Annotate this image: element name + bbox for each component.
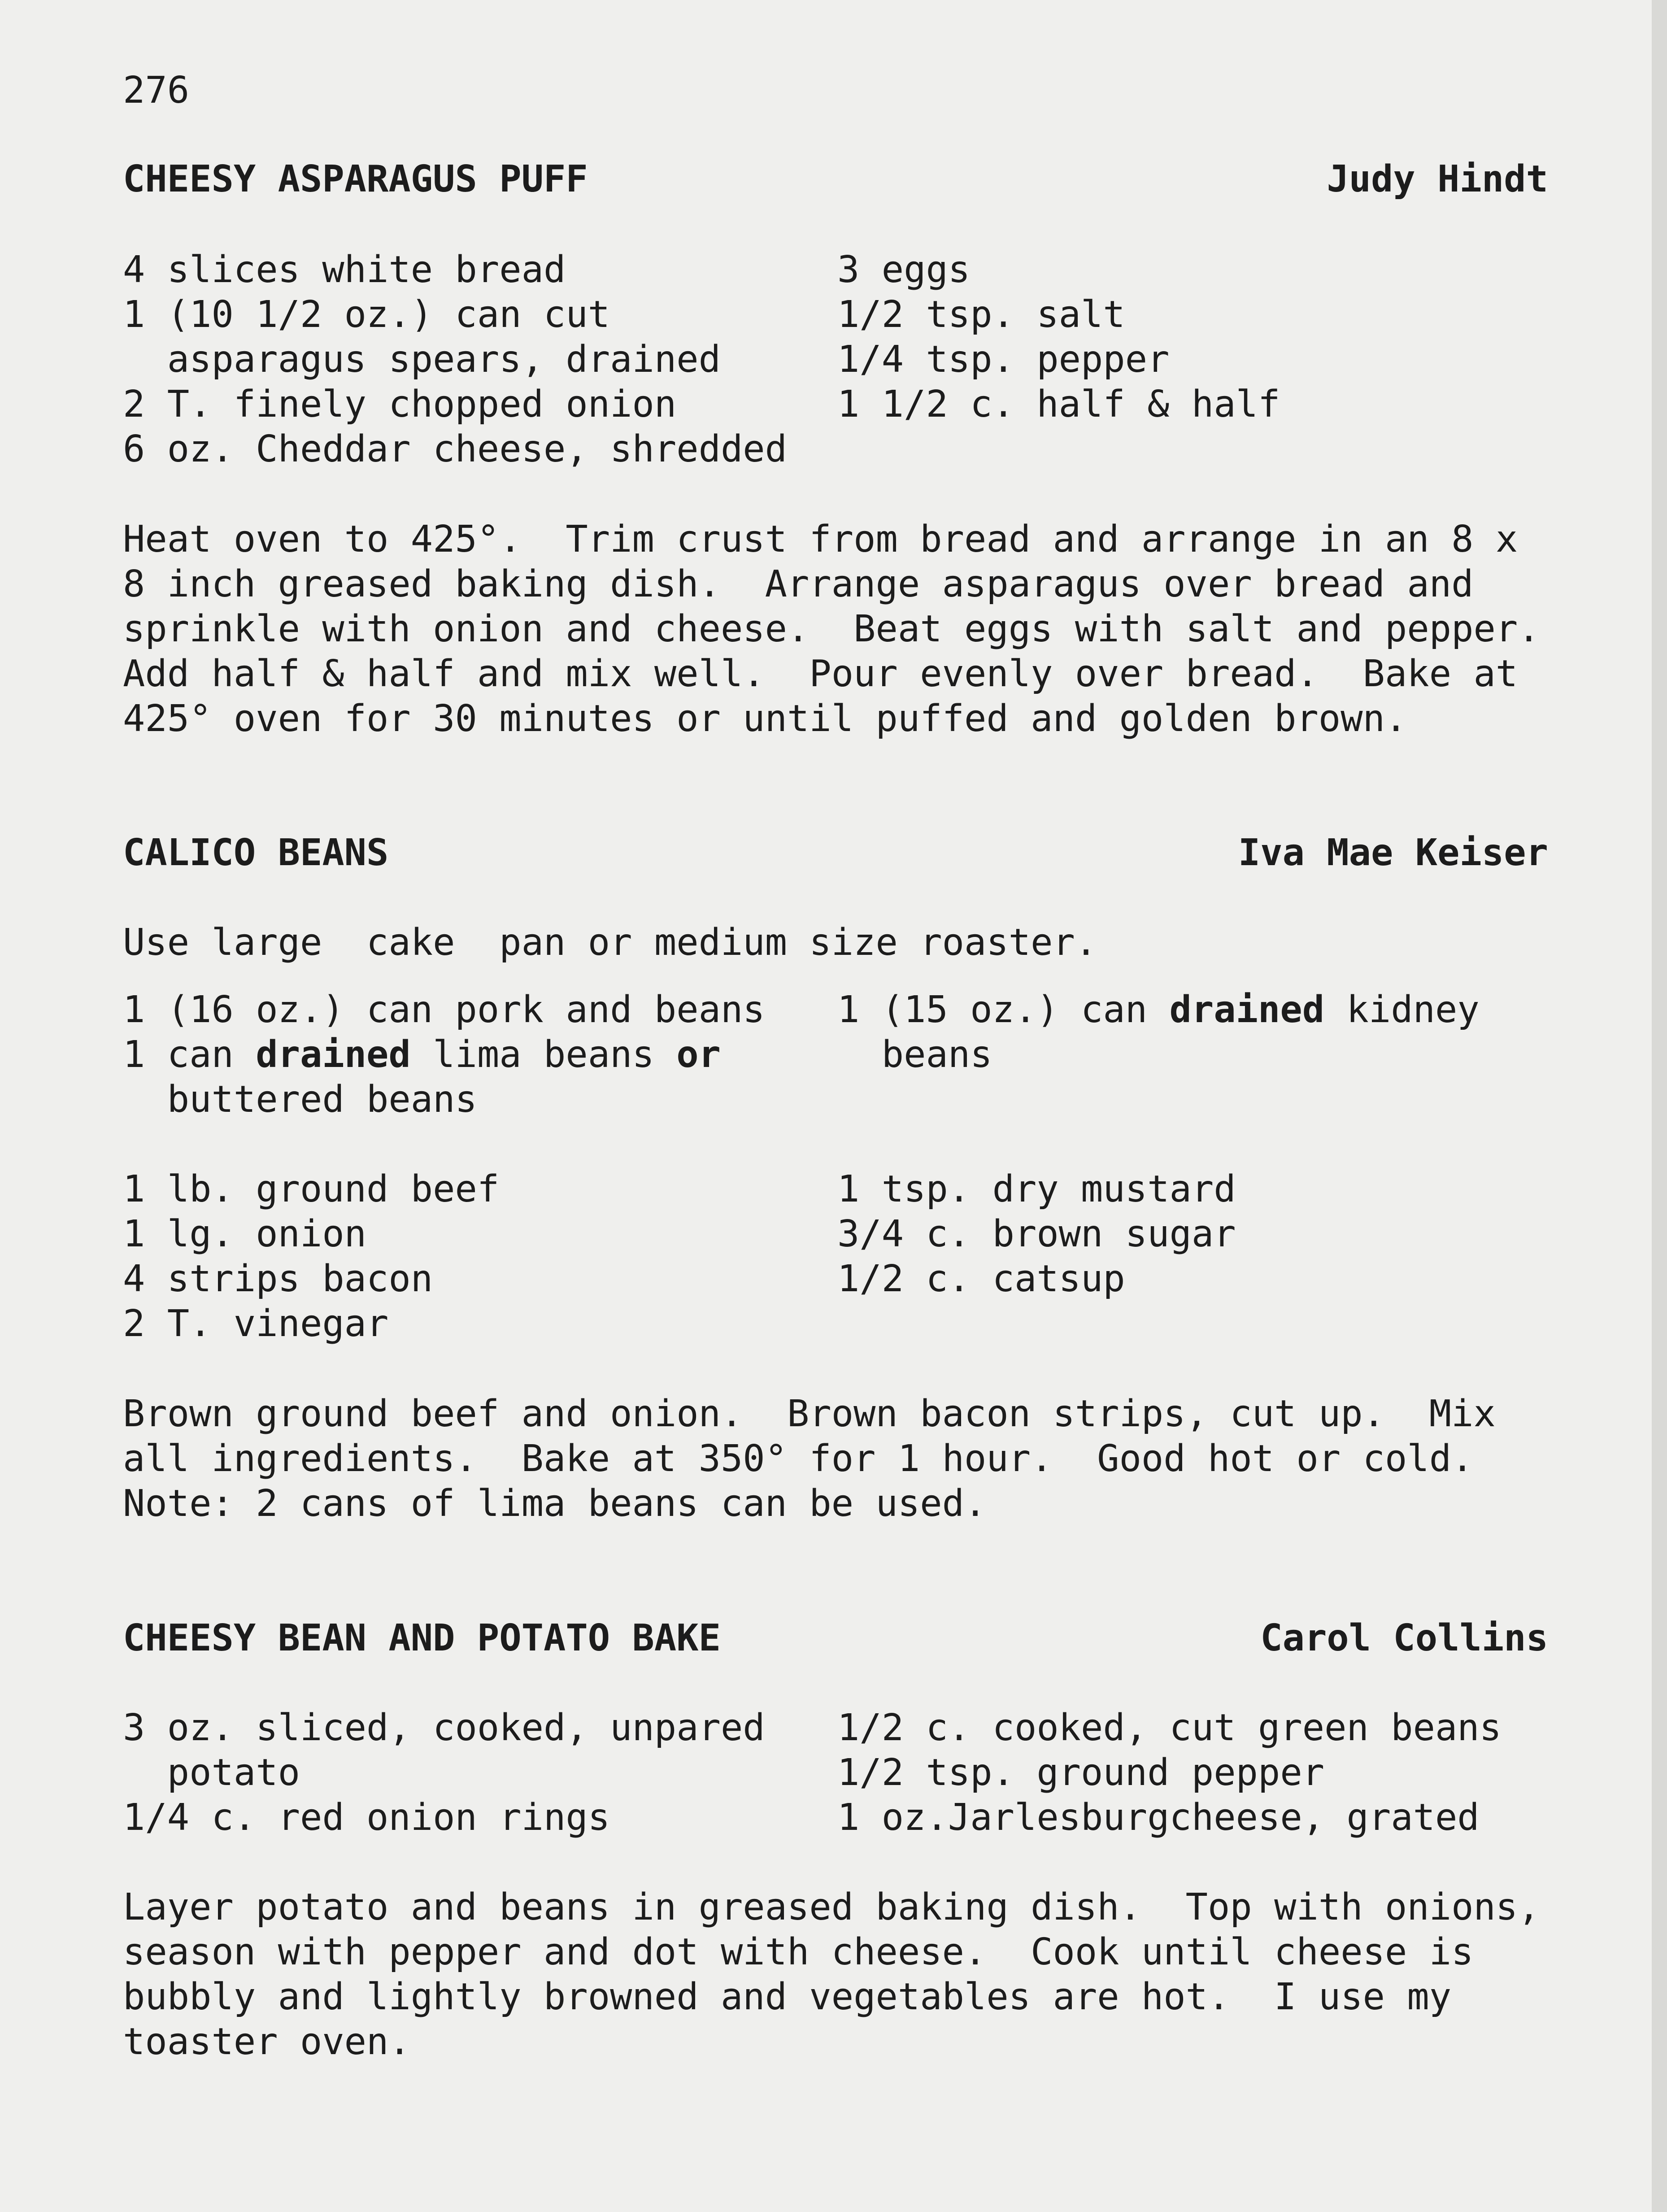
page-number: 276 [123, 69, 190, 112]
ingredient: beans [837, 1033, 992, 1076]
recipe-title: CALICO BEANS [123, 832, 389, 874]
recipe-author: Carol Collins [1260, 1617, 1548, 1659]
ingredient: 6 oz. Cheddar cheese, shredded [123, 428, 788, 470]
directions-line: 8 inch greased baking dish. Arrange asparagus over bread and [123, 563, 1474, 605]
ingredient: 4 strips bacon [123, 1258, 433, 1300]
recipe-author: Judy Hindt [1327, 158, 1548, 200]
directions-line: Heat oven to 425°. Trim crust from bread and arrange in an 8 x [123, 518, 1518, 561]
ingredient: 4 slices white bread [123, 248, 566, 291]
ingredient: 1 lb. ground beef [123, 1168, 500, 1211]
ingredient: 1 tsp. dry mustard [837, 1168, 1236, 1211]
directions-line: season with pepper and dot with cheese. Cook until cheese is [123, 1931, 1474, 1973]
ingredient: 3 eggs [837, 248, 971, 291]
ingredient: potato [123, 1751, 300, 1794]
ingredient: 2 T. vinegar [123, 1302, 389, 1345]
directions-line: bubbly and lightly browned and vegetables are hot. I use my [123, 1976, 1452, 2018]
directions-line: Brown ground beef and onion. Brown bacon strips, cut up. Mix [123, 1393, 1496, 1435]
recipe-title: CHEESY ASPARAGUS PUFF [123, 158, 588, 200]
ingredient: 1/2 tsp. ground pepper [837, 1751, 1325, 1794]
directions-line: 425° oven for 30 minutes or until puffed and golden brown. [123, 697, 1407, 740]
ingredient: 1 (15 oz.) can drained kidney [837, 988, 1480, 1031]
ingredient: 2 T. finely chopped onion [123, 383, 677, 426]
recipe-title: CHEESY BEAN AND POTATO BAKE [123, 1617, 721, 1659]
ingredient: 1/2 c. cooked, cut green beans [837, 1707, 1502, 1749]
ingredient: 3/4 c. brown sugar [837, 1213, 1236, 1255]
ingredient: 1/2 c. catsup [837, 1258, 1125, 1300]
ingredient: 1 (16 oz.) can pork and beans [123, 988, 765, 1031]
ingredient: asparagus spears, drained [123, 338, 721, 381]
directions-line: Add half & half and mix well. Pour evenly over bread. Bake at [123, 653, 1518, 695]
ingredient: 1 lg. onion [123, 1213, 367, 1255]
recipe-note: Use large cake pan or medium size roaster. [123, 921, 1097, 964]
ingredient: 1 (10 1/2 oz.) can cut [123, 293, 610, 336]
ingredient: 3 oz. sliced, cooked, unpared [123, 1707, 765, 1749]
directions-line: toaster oven. [123, 2020, 411, 2063]
ingredient: 1 1/2 c. half & half [837, 383, 1280, 426]
recipe-author: Iva Mae Keiser [1238, 832, 1548, 874]
directions-line: Layer potato and beans in greased baking dish. Top with onions, [123, 1886, 1540, 1929]
ingredient: 1/4 c. red onion rings [123, 1796, 610, 1839]
ingredient: 1/2 tsp. salt [837, 293, 1125, 336]
page-edge [1652, 0, 1667, 2212]
directions-line: Note: 2 cans of lima beans can be used. [123, 1482, 987, 1525]
directions-line: sprinkle with onion and cheese. Beat eggs with salt and pepper. [123, 608, 1540, 650]
ingredient: 1 oz.Jarlesburgcheese, grated [837, 1796, 1480, 1839]
ingredient: 1 can drained lima beans or [123, 1033, 721, 1076]
directions-line: all ingredients. Bake at 350° for 1 hour. Good hot or cold. [123, 1437, 1474, 1480]
ingredient: buttered beans [123, 1078, 477, 1121]
ingredient: 1/4 tsp. pepper [837, 338, 1170, 381]
